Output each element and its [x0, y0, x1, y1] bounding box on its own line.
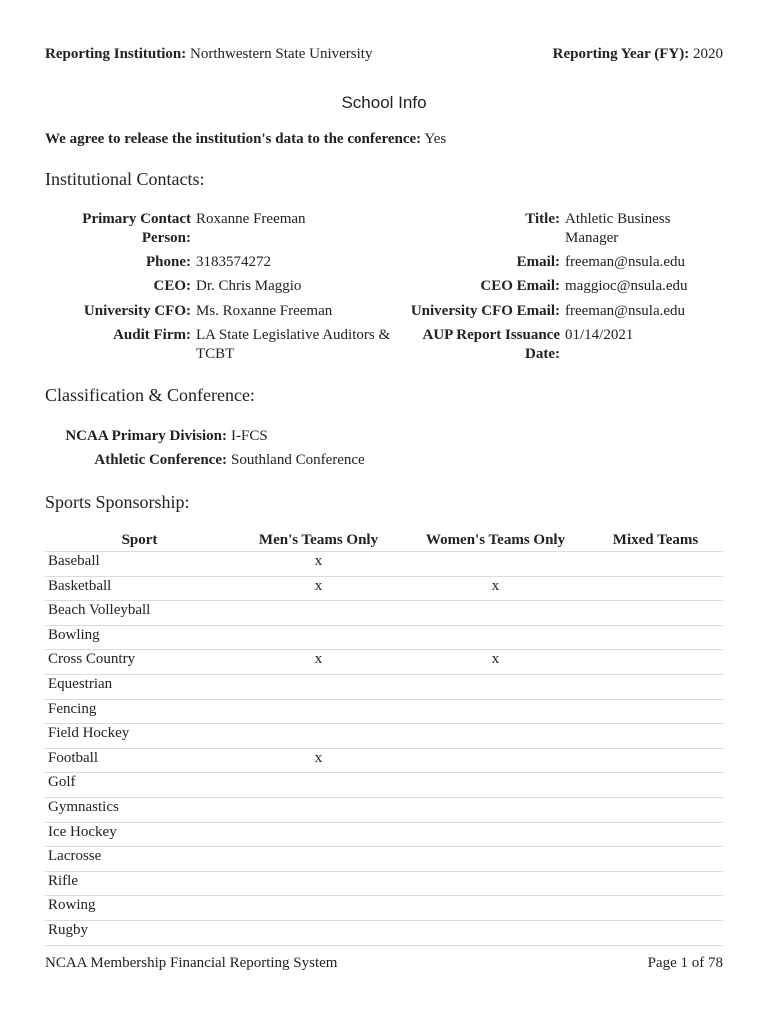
audit-firm-value [196, 326, 390, 364]
womens-cell [403, 748, 588, 773]
mixed-cell [588, 650, 723, 675]
mixed-cell [588, 797, 723, 822]
mixed-cell [588, 699, 723, 724]
title-value-line2: Manager [565, 230, 619, 246]
title-label: Title: [525, 211, 560, 227]
cfo-email-value: freeman@nsula.edu [565, 303, 686, 319]
womens-cell [403, 625, 588, 650]
primary-contact-label-line1: Primary Contact [82, 211, 191, 227]
mixed-cell [588, 822, 723, 847]
mens-cell: x [234, 748, 403, 773]
sport-cell: Gymnastics [45, 797, 234, 822]
phone-value: 3183574272 [196, 254, 271, 270]
ceo-email-value: maggioc@nsula.edu [565, 278, 688, 294]
conference-value: Southland Conference [231, 452, 365, 468]
cfo-label: University CFO: [83, 303, 191, 319]
sport-cell: Golf [45, 773, 234, 798]
agreement-label: We agree to release the institution's data to the conference: [45, 131, 422, 147]
sport-cell: Rifle [45, 871, 234, 896]
reporting-year-value: 2020 [693, 46, 723, 62]
mens-cell: x [234, 552, 403, 577]
womens-cell [403, 797, 588, 822]
sport-cell: Baseball [45, 552, 234, 577]
table-row [45, 773, 723, 798]
womens-cell [403, 871, 588, 896]
mens-cell: x [234, 576, 403, 601]
womens-cell [403, 674, 588, 699]
mixed-cell [588, 576, 723, 601]
mens-cell [234, 699, 403, 724]
mens-cell [234, 871, 403, 896]
table-row [45, 699, 723, 724]
title-value [565, 210, 670, 248]
primary-contact-label-line2: Person: [141, 230, 191, 246]
mixed-cell [588, 552, 723, 577]
title-value-line1: Athletic Business [565, 211, 671, 227]
reporting-year [553, 46, 723, 63]
footer-system-name: NCAA Membership Financial Reporting System [45, 955, 338, 971]
division-value: I-FCS [231, 428, 268, 444]
womens-cell [403, 601, 588, 626]
mens-cell [234, 625, 403, 650]
division-label: NCAA Primary Division: [65, 428, 227, 444]
table-row [45, 576, 723, 601]
conference-label: Athletic Conference: [94, 452, 227, 468]
mixed-cell [588, 601, 723, 626]
audit-firm-value-line2: TCBT [196, 346, 235, 362]
table-header-row [45, 530, 723, 552]
primary-contact-label [82, 210, 191, 248]
column-header-mens: Men's Teams Only [234, 530, 403, 552]
column-header-mixed: Mixed Teams [588, 530, 723, 552]
mixed-cell [588, 920, 723, 945]
womens-cell [403, 552, 588, 577]
mens-cell: x [234, 650, 403, 675]
mixed-cell [588, 724, 723, 749]
womens-cell: x [403, 576, 588, 601]
column-header-sport: Sport [45, 530, 234, 552]
mens-cell [234, 601, 403, 626]
ceo-email-label: CEO Email: [480, 278, 560, 294]
mixed-cell [588, 773, 723, 798]
ceo-value: Dr. Chris Maggio [196, 278, 302, 294]
mens-cell [234, 724, 403, 749]
sport-cell: Rowing [45, 896, 234, 921]
table-row [45, 552, 723, 577]
womens-cell: x [403, 650, 588, 675]
womens-cell [403, 847, 588, 872]
page-title: School Info [341, 93, 427, 112]
womens-cell [403, 773, 588, 798]
table-row [45, 674, 723, 699]
table-row [45, 748, 723, 773]
table-row [45, 625, 723, 650]
sport-cell: Ice Hockey [45, 822, 234, 847]
agreement-value: Yes [424, 131, 447, 147]
agreement-statement [45, 131, 446, 148]
cfo-email-label: University CFO Email: [410, 303, 560, 319]
sport-cell: Fencing [45, 699, 234, 724]
sport-cell: Field Hockey [45, 724, 234, 749]
email-value: freeman@nsula.edu [565, 254, 686, 270]
womens-cell [403, 699, 588, 724]
table-row [45, 871, 723, 896]
email-label: Email: [516, 254, 560, 270]
sport-cell: Cross Country [45, 650, 234, 675]
mens-cell [234, 847, 403, 872]
sport-cell: Beach Volleyball [45, 601, 234, 626]
audit-firm-label: Audit Firm: [113, 327, 191, 343]
sport-cell: Rugby [45, 920, 234, 945]
table-row [45, 601, 723, 626]
womens-cell [403, 920, 588, 945]
aup-date-label-line2: Date: [525, 346, 560, 362]
womens-cell [403, 822, 588, 847]
reporting-year-label: Reporting Year (FY): [552, 46, 690, 62]
mens-cell [234, 896, 403, 921]
aup-date-value: 01/14/2021 [565, 327, 634, 343]
table-row [45, 650, 723, 675]
table-row [45, 847, 723, 872]
mixed-cell [588, 847, 723, 872]
sport-cell: Bowling [45, 625, 234, 650]
table-row [45, 896, 723, 921]
mens-cell [234, 674, 403, 699]
primary-contact-value: Roxanne Freeman [196, 211, 306, 227]
sport-cell: Football [45, 748, 234, 773]
classification-heading: Classification & Conference: [45, 385, 255, 405]
table-row [45, 724, 723, 749]
footer-page-number: Page 1 of 78 [647, 955, 723, 971]
table-row [45, 797, 723, 822]
reporting-institution-value: Northwestern State University [190, 46, 373, 62]
sport-cell: Equestrian [45, 674, 234, 699]
reporting-institution-label: Reporting Institution: [45, 46, 187, 62]
sport-cell: Lacrosse [45, 847, 234, 872]
audit-firm-value-line1: LA State Legislative Auditors & [196, 327, 391, 343]
aup-date-label-line1: AUP Report Issuance [422, 327, 560, 343]
table-row [45, 822, 723, 847]
table-row [45, 920, 723, 945]
aup-date-label [423, 326, 561, 364]
mixed-cell [588, 896, 723, 921]
ceo-label: CEO: [153, 278, 191, 294]
mixed-cell [588, 871, 723, 896]
mens-cell [234, 920, 403, 945]
column-header-womens: Women's Teams Only [403, 530, 588, 552]
mixed-cell [588, 674, 723, 699]
phone-label: Phone: [146, 254, 191, 270]
womens-cell [403, 724, 588, 749]
mens-cell [234, 797, 403, 822]
reporting-institution [45, 46, 372, 63]
sports-sponsorship-heading: Sports Sponsorship: [45, 492, 190, 512]
cfo-value: Ms. Roxanne Freeman [196, 303, 333, 319]
sports-sponsorship-table [45, 530, 723, 946]
institutional-contacts-heading: Institutional Contacts: [45, 169, 205, 189]
sport-cell: Basketball [45, 576, 234, 601]
mixed-cell [588, 748, 723, 773]
mixed-cell [588, 625, 723, 650]
mens-cell [234, 822, 403, 847]
womens-cell [403, 896, 588, 921]
mens-cell [234, 773, 403, 798]
